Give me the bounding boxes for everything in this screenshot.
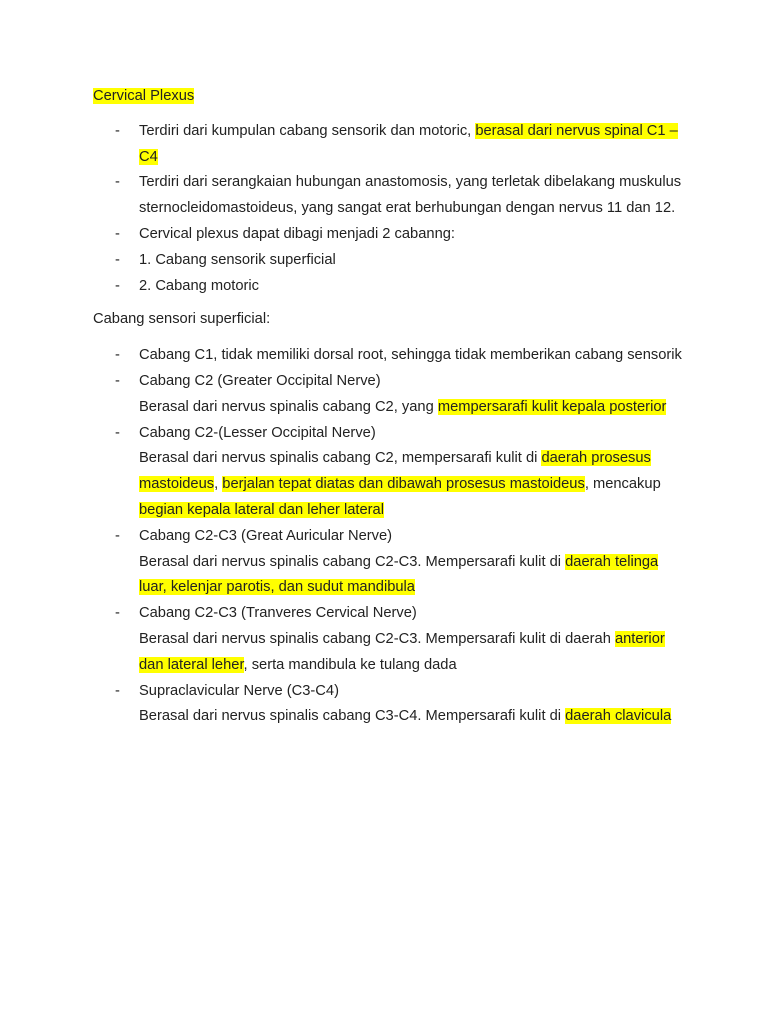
item-text: Terdiri dari kumpulan cabang sensorik dan motoric, — [139, 122, 476, 139]
list-item — [93, 274, 683, 300]
item-text: Berasal dari nervus spinalis cabang C3-C4. Mempersarafi kulit di — [139, 708, 566, 725]
bullet-dash: - — [115, 277, 120, 294]
item-text: Cervical plexus dapat dibagi menjadi 2 cabanng: — [139, 225, 455, 242]
document-body — [93, 84, 683, 730]
list-item — [93, 119, 683, 171]
item-text: Berasal dari nervus spinalis cabang C2-C3. Mempersarafi kulit di daerah — [139, 630, 615, 647]
intro-list — [93, 119, 683, 300]
list-item — [93, 248, 683, 274]
list-item — [93, 679, 683, 731]
item-text: Cabang C2-C3 (Tranveres Cervical Nerve) — [139, 605, 417, 622]
bullet-dash: - — [115, 527, 120, 544]
item-text: Cabang C2-(Lesser Occipital Nerve) — [139, 424, 376, 441]
item-text: Supraclavicular Nerve (C3-C4) — [139, 682, 339, 699]
list-item — [93, 343, 683, 369]
title-highlight: Cervical Plexus — [93, 88, 195, 104]
item-text: Berasal dari nervus spinalis cabang C2, mempersarafi kulit di — [139, 450, 542, 467]
highlighted-text: daerah prosesus mastoideus — [139, 450, 651, 493]
list-item — [93, 524, 683, 601]
bullet-dash: - — [115, 682, 120, 699]
highlighted-text: anterior dan lateral leher — [139, 630, 665, 673]
item-text: Cabang C1, tidak memiliki dorsal root, sehingga tidak memberikan cabang sensorik — [139, 347, 682, 364]
highlighted-text: daerah telinga luar, kelenjar parotis, dan sudut mandibula — [139, 553, 659, 596]
bullet-dash: - — [115, 605, 120, 622]
item-text: Cabang C2 (Greater Occipital Nerve) — [139, 372, 381, 389]
bullet-dash: - — [115, 174, 120, 191]
item-text: Cabang C2-C3 (Great Auricular Nerve) — [139, 527, 393, 544]
bullet-dash: - — [115, 225, 120, 242]
bullet-dash: - — [115, 251, 120, 268]
highlighted-text: mempersarafi kulit kepala posterior — [437, 398, 667, 415]
list-item — [93, 170, 683, 222]
item-text: 2. Cabang motoric — [139, 277, 260, 294]
bullet-dash: - — [115, 347, 120, 364]
section-heading: Cabang sensori superficial: — [93, 311, 271, 328]
list-item — [93, 222, 683, 248]
item-text: , mencakup — [584, 476, 661, 493]
document-title — [93, 84, 683, 110]
highlighted-text: daerah clavicula — [565, 708, 672, 725]
item-text: , — [214, 476, 223, 493]
list-item — [93, 369, 683, 421]
highlighted-text: berjalan tepat diatas dan dibawah prosesus mastoideus — [222, 476, 585, 493]
bullet-dash: - — [115, 372, 120, 389]
superficial-branches-list — [93, 343, 683, 730]
highlighted-text: berasal dari nervus spinal C1 – C4 — [139, 122, 678, 165]
item-text: Terdiri dari serangkaian hubungan anastomosis, yang terletak dibelakang muskulus sternocleidomastoideus, yang sangat erat berhubungan dengan nervus 11 dan 12. — [139, 174, 682, 217]
item-text: Berasal dari nervus spinalis cabang C2, yang — [139, 398, 438, 415]
item-text: 1. Cabang sensorik superficial — [139, 251, 336, 268]
bullet-dash: - — [115, 122, 120, 139]
item-text: Berasal dari nervus spinalis cabang C2-C3. Mempersarafi kulit di — [139, 553, 566, 570]
list-item — [93, 601, 683, 678]
bullet-dash: - — [115, 424, 120, 441]
list-item — [93, 421, 683, 524]
item-text: , serta mandibula ke tulang dada — [243, 656, 457, 673]
highlighted-text: begian kepala lateral dan leher lateral — [139, 501, 384, 518]
